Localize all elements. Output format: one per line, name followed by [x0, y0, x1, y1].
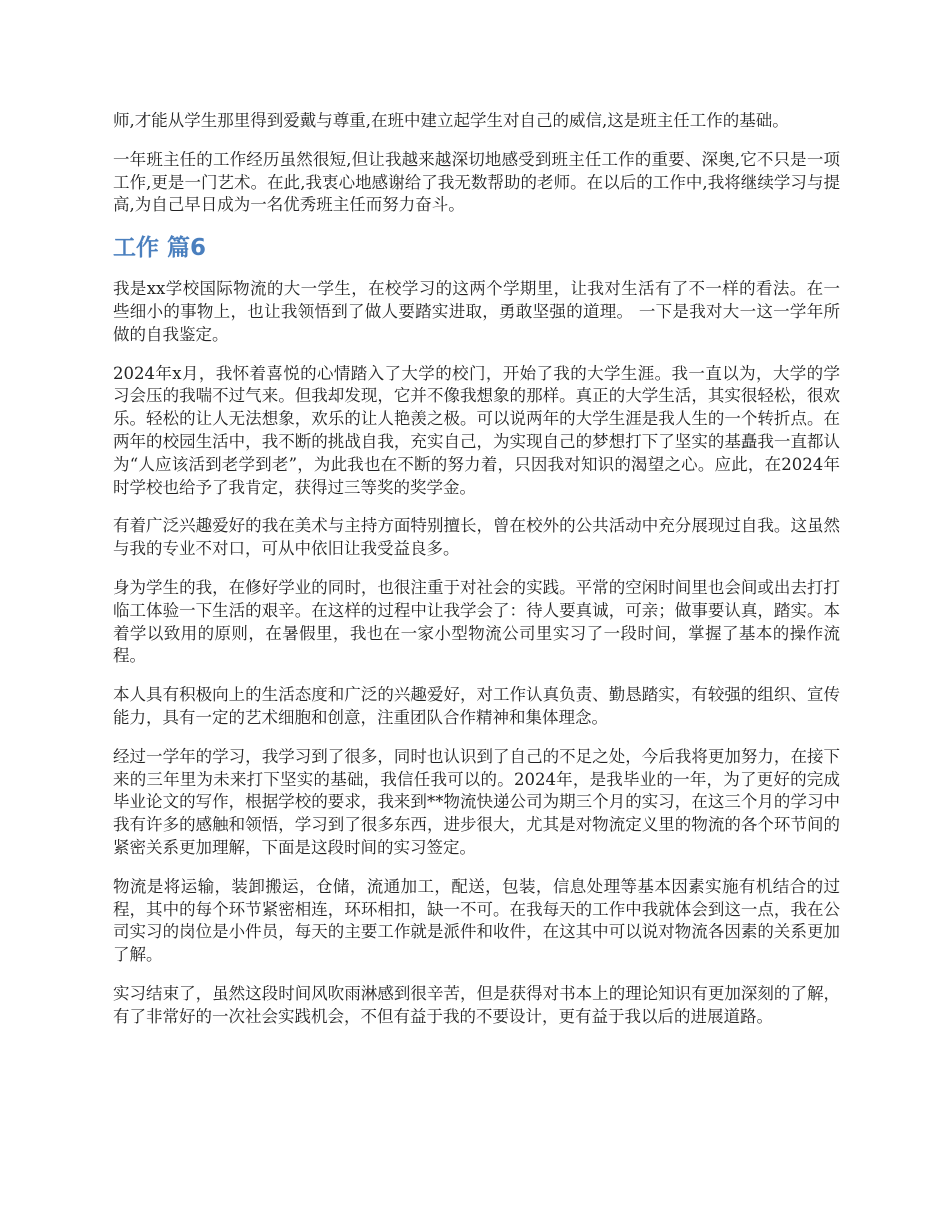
- body-paragraph-2: 2024年x月，我怀着喜悦的心情踏入了大学的校门，开始了我的大学生涯。我一直以为，大学的学习会压的我喘不过气来。但我却发现，它并不像我想象的那样。真正的大学生活，其实很轻松，很欢乐。轻松的让人无法想象，欢乐的让人艳羡之极。可以说两年的大学生涯是我人生的一个转折点。在两年的校园生活中，我不断的挑战自我，充实自己，为实现自己的梦想打下了坚实的基矗我一直都认为“人应该活到老学到老”，为此我也在不断的努力着，只因我对知识的渴望之心。应此，在2024年时学校也给予了我肯定，获得过三等奖的奖学金。: [113, 363, 840, 497]
- section-heading: 工作 篇6: [113, 235, 207, 262]
- body-paragraph-3: 有着广泛兴趣爱好的我在美术与主持方面特别擅长，曾在校外的公共活动中充分展现过自我。这虽然与我的专业不对口，可从中依旧让我受益良多。: [113, 516, 840, 559]
- document-page: [113, 110, 840, 1045]
- intro-paragraph-1: 师,才能从学生那里得到爱戴与尊重,在班中建立起学生对自己的威信,这是班主任工作的基础。: [113, 111, 789, 130]
- body-paragraph-1: 我是xx学校国际物流的大一学生，在校学习的这两个学期里，让我对生活有了不一样的看法。在一些细小的事物上，也让我领悟到了做人要踏实进取，勇敢坚强的道理。 一下是我对大一这一学年所做的自我鉴定。: [113, 279, 840, 344]
- intro-paragraph-2: 一年班主任的工作经历虽然很短,但让我越来越深切地感受到班主任工作的重要、深奥,它不只是一项工作,更是一门艺术。在此,我衷心地感谢给了我无数帮助的老师。在以后的工作中,我将继续学习与提高,为自己早日成为一名优秀班主任而努力奋斗。: [113, 149, 840, 215]
- body-paragraph-6: 经过一学年的学习，我学习到了很多，同时也认识到了自己的不足之处，今后我将更加努力，在接下来的三年里为未来打下坚实的基础，我信任我可以的。2024年，是我毕业的一年，为了更好的完成毕业论文的写作，根据学校的要求，我来到**物流快递公司为期三个月的实习，在这三个月的学习中我有许多的感触和领悟，学习到了很多东西，进步很大，尤其是对物流定义里的物流的各个环节间的紧密关系更加理解，下面是这段时间的实习签定。: [113, 746, 840, 857]
- body-paragraph-5: 本人具有积极向上的生活态度和广泛的兴趣爱好，对工作认真负责、勤恳踏实，有较强的组织、宣传能力，具有一定的艺术细胞和创意，注重团队合作精神和集体理念。: [113, 685, 840, 727]
- body-paragraph-4: 身为学生的我，在修好学业的同时，也很注重于对社会的实践。平常的空闲时间里也会间或出去打打临工体验一下生活的艰辛。在这样的过程中让我学会了：待人要真诚，可亲；做事要认真，踏实。本着学以致用的原则，在暑假里，我也在一家小型物流公司里实习了一段时间，掌握了基本的操作流程。: [113, 577, 840, 666]
- body-paragraph-8: 实习结束了，虽然这段时间风吹雨淋感到很辛苦，但是获得对书本上的理论知识有更加深刻的了解，有了非常好的一次社会实践机会，不但有益于我的不要设计，更有益于我以后的进展道路。: [113, 983, 840, 1026]
- body-paragraph-7: 物流是将运输，装卸搬运，仓储，流通加工，配送，包装，信息处理等基本因素实施有机结合的过程，其中的每个环节紧密相连，环环相扣，缺一不可。在我每天的工作中我就体会到这一点，我在公司实习的岗位是小件员，每天的主要工作就是派件和收件，在这其中可以说对物流各因素的关系更加了解。: [113, 876, 840, 965]
